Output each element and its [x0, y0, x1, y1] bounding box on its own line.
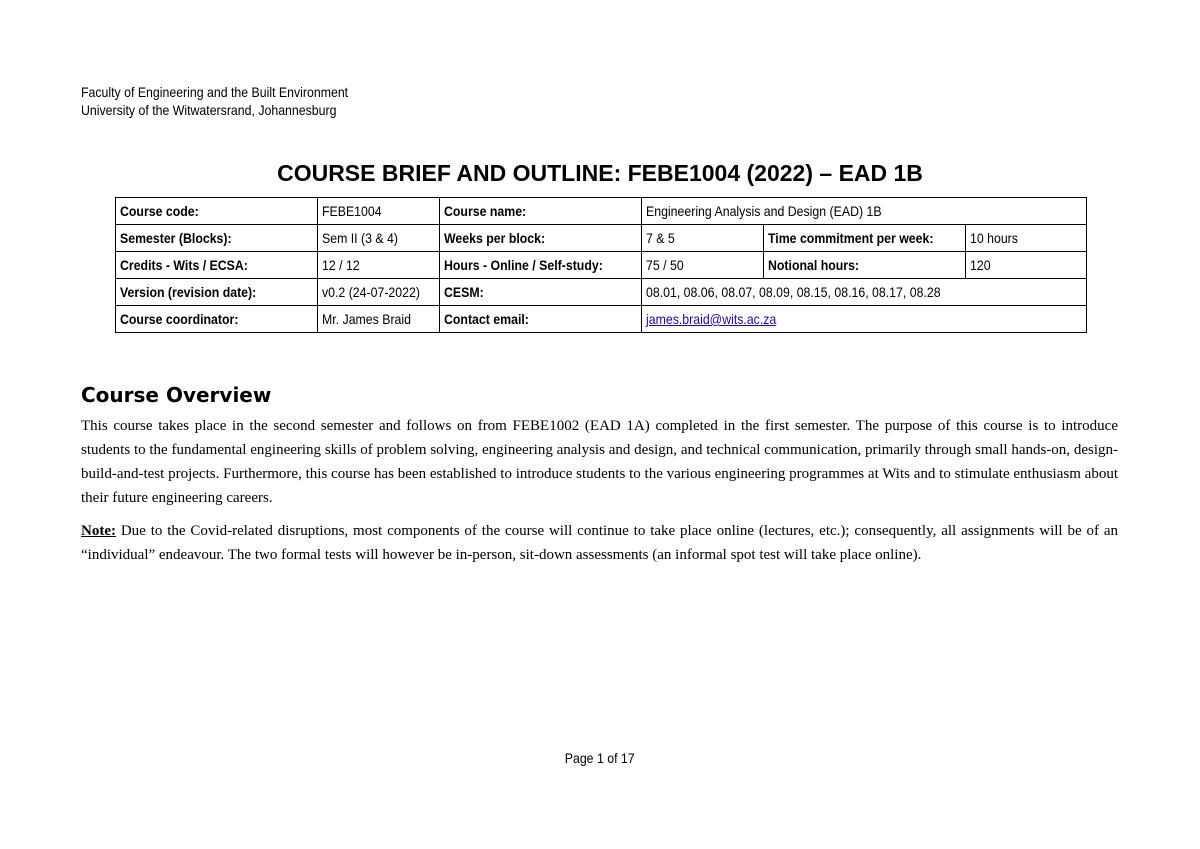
version-label: Version (revision date): — [116, 279, 318, 306]
contact-email-link[interactable]: james.braid@wits.ac.za — [646, 311, 777, 327]
notional-hours-label: Notional hours: — [764, 252, 966, 279]
page-number: Page 1 of 17 — [565, 750, 635, 766]
course-name-value: Engineering Analysis and Design (EAD) 1B — [642, 198, 1087, 225]
weeks-value: 7 & 5 — [642, 225, 764, 252]
version-value: v0.2 (24-07-2022) — [318, 279, 440, 306]
hours-label: Hours - Online / Self-study: — [440, 252, 642, 279]
contact-email-label: Contact email: — [440, 306, 642, 333]
coordinator-value: Mr. James Braid — [318, 306, 440, 333]
table-row — [116, 279, 1087, 306]
table-row — [116, 225, 1087, 252]
university-name: University of the Witwatersrand, Johannesburg — [81, 102, 337, 118]
time-commitment-label: Time commitment per week: — [764, 225, 966, 252]
table-row — [116, 198, 1087, 225]
course-name-label: Course name: — [440, 198, 642, 225]
weeks-label: Weeks per block: — [440, 225, 642, 252]
note-paragraph — [81, 519, 1118, 567]
notional-hours-value: 120 — [966, 252, 1087, 279]
table-row — [116, 252, 1087, 279]
credits-value: 12 / 12 — [318, 252, 440, 279]
time-commitment-value: 10 hours — [966, 225, 1087, 252]
note-text: Due to the Covid-related disruptions, most components of the course will continue to take place online (lectures, etc.); consequently, all assignments will be of an “individual” endeavour. The two formal tests will however be in-person, sit-down assessments (an informal spot test will take place online). — [81, 523, 1118, 563]
coordinator-label: Course coordinator: — [116, 306, 318, 333]
course-overview-heading: Course Overview — [81, 383, 272, 407]
cesm-value: 08.01, 08.06, 08.07, 08.09, 08.15, 08.16, 08.17, 08.28 — [642, 279, 1087, 306]
credits-label: Credits - Wits / ECSA: — [116, 252, 318, 279]
page-footer — [0, 748, 1200, 768]
table-row — [116, 306, 1087, 333]
course-code-value: FEBE1004 — [318, 198, 440, 225]
document-title: COURSE BRIEF AND OUTLINE: FEBE1004 (2022) – EAD 1B — [277, 160, 923, 186]
semester-value: Sem II (3 & 4) — [318, 225, 440, 252]
cesm-label: CESM: — [440, 279, 642, 306]
overview-paragraph: This course takes place in the second semester and follows on from FEBE1002 (EAD 1A) completed in the first semester. The purpose of this course is to introduce students to the fundamental engineering skills of problem solving, engineering analysis and design, and technical communication, primarily through small hands-on, design-build-and-test projects. Furthermore, this course has been established to introduce students to the various engineering programmes at Wits and to stimulate enthusiasm about their future engineering careers. — [81, 418, 1118, 506]
contact-email-cell — [642, 306, 1087, 333]
course-info-table — [115, 197, 1087, 333]
course-code-label: Course code: — [116, 198, 318, 225]
faculty-name: Faculty of Engineering and the Built Environment — [81, 84, 349, 100]
note-label: Note: — [81, 523, 116, 539]
document-header — [81, 83, 348, 119]
semester-label: Semester (Blocks): — [116, 225, 318, 252]
hours-value: 75 / 50 — [642, 252, 764, 279]
